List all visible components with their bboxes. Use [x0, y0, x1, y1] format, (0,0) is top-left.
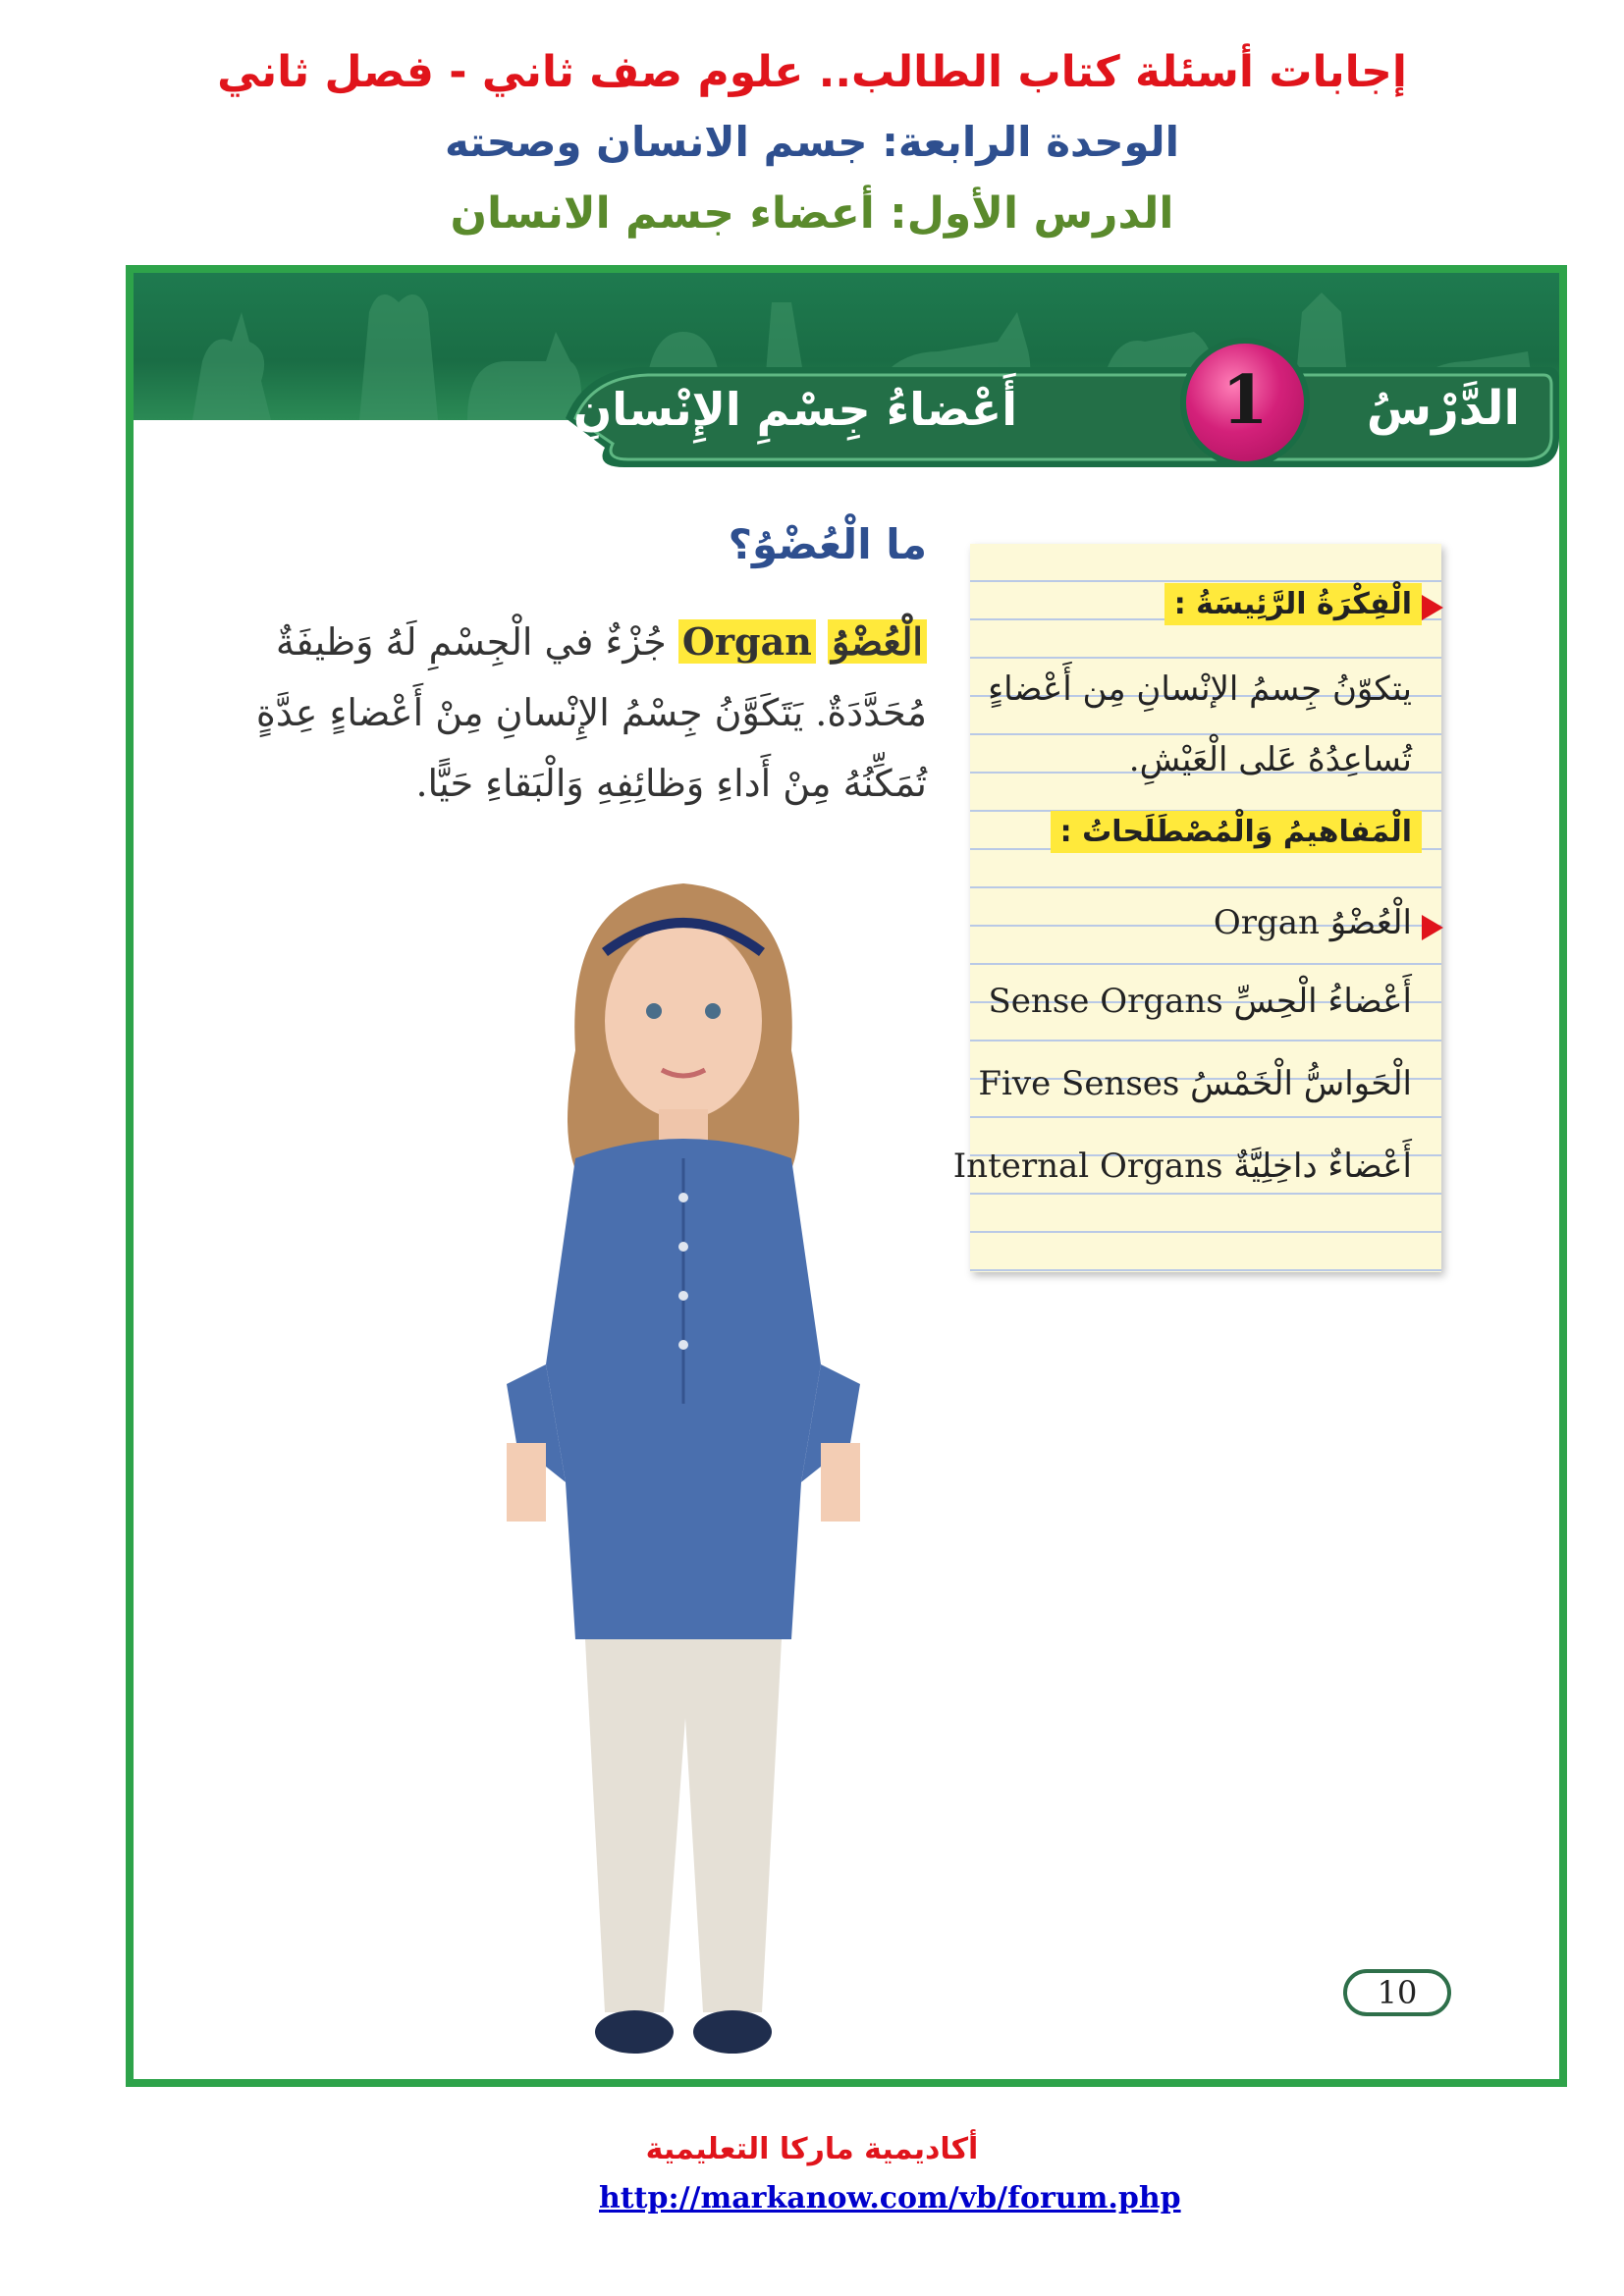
- girl-photo: [467, 854, 899, 2071]
- footer-academy: أكاديمية ماركا التعليمية: [645, 2132, 979, 2166]
- term-item: الْحَواسُّ الْخَمْسُ Five Senses: [978, 1064, 1412, 1103]
- page-number: 10: [1343, 1969, 1451, 2016]
- main-idea-label: الْفِكْرَةُ الرَّئِيسَةُ :: [1164, 583, 1422, 625]
- main-idea-line2: تُساعِدُهُ عَلى الْعَيْشِ.: [1128, 740, 1412, 779]
- header-lesson-line: الدرس الأول: أعضاء جسم الانسان: [450, 188, 1174, 239]
- header-title-line1: إجابات أسئلة كتاب الطالب.. علوم صف ثاني - فصل ثاني: [217, 47, 1407, 97]
- term-item: أَعْضاءٌ داخِلِيَّةٌ Internal Organs: [952, 1147, 1412, 1186]
- term-organ-english: Organ: [678, 619, 816, 664]
- footer-forum-link[interactable]: http://markanow.com/vb/forum.php: [599, 2181, 1181, 2216]
- organ-definition-paragraph: [232, 607, 927, 819]
- concepts-label: الْمَفاهيمُ وَالْمُصْطَلَحاتُ :: [1051, 811, 1422, 853]
- main-idea-line1: يتكوّنُ جِسمُ الإنْسانِ مِن أَعْضاءٍ: [988, 669, 1412, 709]
- term-item: أَعْضاءُ الْحِسِّ Sense Organs: [988, 982, 1412, 1021]
- header-unit-line: الوحدة الرابعة: جسم الانسان وصحته: [444, 118, 1180, 166]
- term-organ-arabic: الْعُضْوُ: [828, 619, 927, 664]
- red-arrow-icon: [1422, 595, 1443, 620]
- lesson-word: الدَّرْسُ: [1366, 381, 1520, 436]
- lesson-number-badge: [1180, 338, 1310, 467]
- red-arrow-icon: [1422, 915, 1443, 940]
- question-heading: ما الْعُضْوُ؟: [728, 520, 927, 568]
- lesson-number: 1: [1221, 361, 1269, 440]
- term-item: الْعُضْوُ Organ: [1213, 903, 1412, 942]
- definition-text: جُزْءٌ في الْجِسْمِ لَهُ وَظيفَةٌ مُحَدَّدَةٌ. يَتَكَوَّنُ جِسْمُ الإِنْسانِ مِنْ أَعْضاءٍ عِدَّةٍ تُمَكِّنُهُ مِنْ أَداءِ وَظائِفِهِ وَالْبَقاءِ حَيًّا.: [255, 620, 927, 805]
- lesson-notes-card: [952, 544, 1441, 1272]
- lesson-title: أَعْضاءُ جِسْمِ الإِنْسانِ: [572, 383, 1017, 436]
- textbook-page: [126, 265, 1567, 2087]
